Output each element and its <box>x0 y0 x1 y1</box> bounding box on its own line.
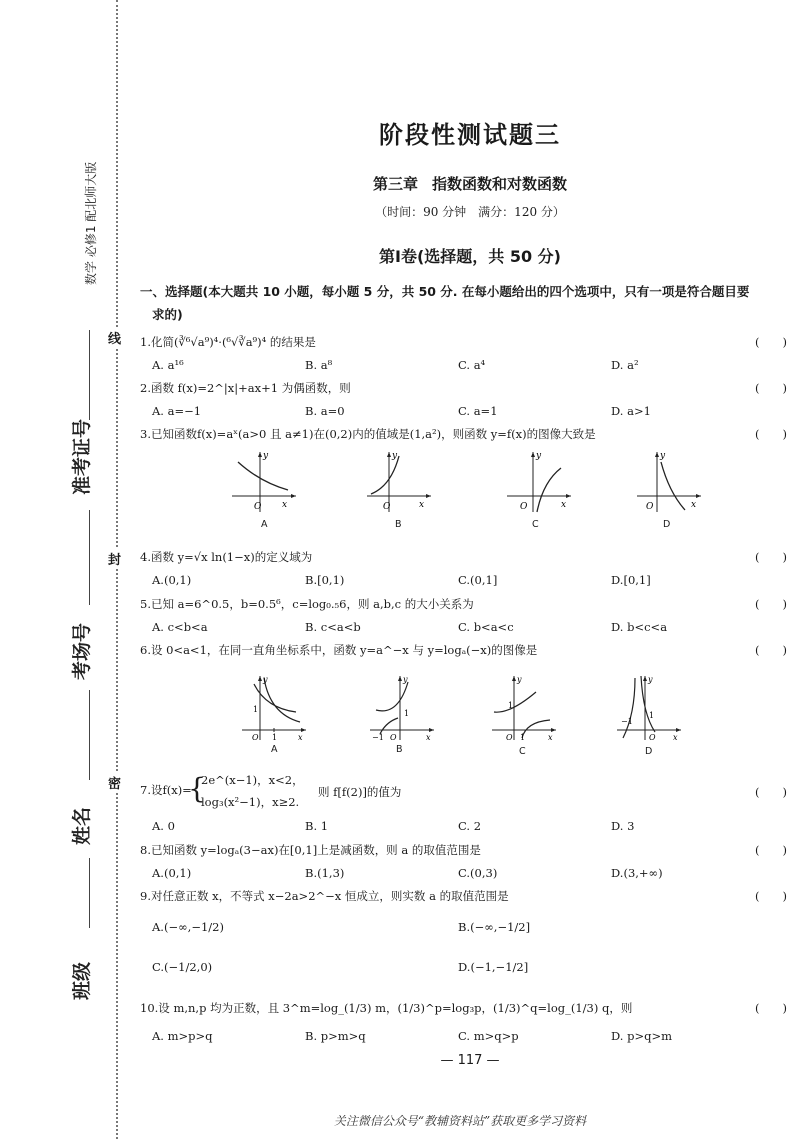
q3-graph-b <box>365 448 435 514</box>
option-5-b: B. c<a<b <box>305 620 361 634</box>
answer-paren: ( ) <box>755 785 787 799</box>
option-4-a: A.(0,1) <box>152 573 192 587</box>
q3-graph-label-d: D <box>663 519 671 530</box>
svg-text:y: y <box>536 451 542 461</box>
svg-text:O: O <box>252 733 259 742</box>
question-6-stem: 6.设 0<a<1，在同一直角坐标系中，函数 y=a^−x 与 y=logₐ(−x)的图像是 <box>140 643 538 657</box>
seal-line: 线 <box>108 327 121 348</box>
option-2-d: D. a>1 <box>611 404 651 418</box>
seal-seal: 封 <box>108 548 121 569</box>
option-7-d: D. 3 <box>611 819 635 833</box>
q3-graph-label-a: A <box>261 519 268 530</box>
option-4-c: C.(0,1] <box>458 573 498 587</box>
svg-text:1: 1 <box>404 709 410 718</box>
option-9-a: A.(−∞,−1/2) <box>152 920 224 934</box>
side-field-exam-id: 准考证号 <box>71 418 93 495</box>
svg-text:x: x <box>561 500 567 510</box>
option-10-d: D. p>q>m <box>611 1029 673 1043</box>
page-title: 阶段性测试题三 <box>379 121 561 149</box>
question-7-case1: 2e^(x−1)，x<2， <box>201 773 304 787</box>
q3-graph-d <box>635 448 705 514</box>
binding-dotted-line <box>116 0 118 1139</box>
option-8-a: A.(0,1) <box>152 866 192 880</box>
option-10-c: C. m>q>p <box>458 1029 519 1043</box>
q6-graph-label-a: A <box>271 744 278 755</box>
question-7-suffix: 则 f[f(2)]的值为 <box>318 785 402 799</box>
volume-heading: 第Ⅰ卷(选择题，共 50 分) <box>379 247 561 266</box>
q6-graph-label-b: B <box>396 744 403 755</box>
chapter-heading <box>140 173 800 194</box>
q6-graph-a <box>240 672 310 742</box>
question-5-stem: 5.已知 a=6^0.5，b=0.5⁶，c=log₀.₅6，则 a,b,c 的大小关系为 <box>140 597 474 611</box>
option-10-a: A. m>p>q <box>152 1029 213 1043</box>
side-field-name: 姓名 <box>71 806 93 845</box>
time-info: （时间：90 分钟 满分：120 分） <box>375 205 565 219</box>
option-9-d: D.(−1,−1/2] <box>458 960 529 974</box>
option-4-b: B.[0,1) <box>305 573 345 587</box>
svg-text:y: y <box>263 675 268 684</box>
question-1-stem: 1.化简(∛⁶√a⁹)⁴·(⁶√∛a⁹)⁴ 的结果是 <box>140 335 316 349</box>
svg-text:y: y <box>660 451 666 461</box>
svg-text:y: y <box>392 451 398 461</box>
svg-text:y: y <box>403 675 408 684</box>
question-7-stem <box>140 782 192 798</box>
option-5-d: D. b<c<a <box>611 620 668 634</box>
answer-paren: ( ) <box>755 335 787 349</box>
answer-paren: ( ) <box>755 550 787 564</box>
q3-graph-label-c: C <box>532 519 539 530</box>
svg-text:1: 1 <box>272 733 278 742</box>
option-7-c: C. 2 <box>458 819 482 833</box>
svg-text:x: x <box>298 733 303 742</box>
option-8-d: D.(3,+∞) <box>611 866 663 880</box>
answer-paren: ( ) <box>755 597 787 611</box>
question-3-stem: 3.已知函数f(x)=aˣ(a>0 且 a≠1)在(0,2)内的值域是(1,a²)，则函数 y=f(x)的图像大致是 <box>140 427 596 441</box>
side-underline <box>89 858 90 928</box>
answer-paren: ( ) <box>755 843 787 857</box>
answer-paren: ( ) <box>755 1001 787 1015</box>
svg-text:1: 1 <box>253 705 259 714</box>
svg-text:O: O <box>383 502 391 512</box>
q6-graph-label-c: C <box>519 746 526 757</box>
answer-paren: ( ) <box>755 427 787 441</box>
footer-note: 关注微信公众号“教辅资料站”获取更多学习资料 <box>333 1114 587 1128</box>
option-5-a: A. c<b<a <box>152 620 208 634</box>
q3-graph-label-b: B <box>395 519 402 530</box>
option-2-c: C. a=1 <box>458 404 498 418</box>
section-heading-line1: 一、选择题(本大题共 10 小题，每小题 5 分，共 50 分. 在每小题给出的四个选项中，只有一项是符合题目要 <box>140 284 750 299</box>
question-9-stem: 9.对任意正数 x，不等式 x−2a>2^−x 恒成立，则实数 a 的取值范围是 <box>140 889 509 903</box>
svg-text:x: x <box>548 733 553 742</box>
section-heading <box>140 280 795 326</box>
svg-text:O: O <box>646 502 654 512</box>
svg-text:O: O <box>254 502 262 512</box>
seal-secret: 密 <box>108 772 121 793</box>
q6-graph-label-d: D <box>645 746 653 757</box>
chapter-number: 第三章 <box>372 175 418 193</box>
option-1-b: B. a⁸ <box>305 358 333 372</box>
svg-text:y: y <box>648 675 653 684</box>
option-10-b: B. p>m>q <box>305 1029 366 1043</box>
answer-paren: ( ) <box>755 643 787 657</box>
question-8-stem: 8.已知函数 y=logₐ(3−ax)在[0,1]上是减函数，则 a 的取值范围是 <box>140 843 481 857</box>
option-2-a: A. a=−1 <box>152 404 202 418</box>
svg-text:y: y <box>517 675 522 684</box>
answer-paren: ( ) <box>755 889 787 903</box>
svg-text:1: 1 <box>649 711 655 720</box>
side-underline <box>89 330 90 420</box>
option-4-d: D.[0,1] <box>611 573 651 587</box>
question-10-stem: 10.设 m,n,p 均为正数，且 3^m=log_(1/3) m，(1/3)^p=log₃p，(1/3)^q=log_(1/3) q，则 <box>140 1001 633 1015</box>
answer-paren: ( ) <box>755 381 787 395</box>
side-field-exam-room: 考场号 <box>71 622 93 680</box>
option-8-c: C.(0,3) <box>458 866 498 880</box>
option-1-d: D. a² <box>611 358 639 372</box>
option-9-b: B.(−∞,−1/2] <box>458 920 531 934</box>
question-7-prefix: 7.设f(x)= <box>140 783 192 797</box>
svg-text:y: y <box>263 451 269 461</box>
option-5-c: C. b<a<c <box>458 620 514 634</box>
svg-text:x: x <box>426 733 431 742</box>
chapter-name: 指数函数和对数函数 <box>432 175 568 193</box>
svg-text:x: x <box>282 500 288 510</box>
page-number: — 117 — <box>440 1053 500 1068</box>
svg-text:x: x <box>419 500 425 510</box>
option-2-b: B. a=0 <box>305 404 345 418</box>
question-7-case2: log₃(x²−1)，x≥2. <box>201 795 300 809</box>
svg-text:O: O <box>520 502 528 512</box>
svg-text:−1: −1 <box>621 717 633 726</box>
q3-graph-a <box>230 448 300 514</box>
question-2-stem: 2.函数 f(x)=2^|x|+ax+1 为偶函数，则 <box>140 381 351 395</box>
option-8-b: B.(1,3) <box>305 866 345 880</box>
svg-text:−1: −1 <box>372 733 384 742</box>
option-1-c: C. a⁴ <box>458 358 486 372</box>
side-underline <box>89 690 90 780</box>
side-field-class: 班级 <box>71 961 93 1000</box>
svg-text:x: x <box>691 500 697 510</box>
svg-text:O: O <box>649 733 656 742</box>
section-heading-line2: 求的) <box>152 307 183 322</box>
svg-text:1: 1 <box>520 733 526 742</box>
option-7-a: A. 0 <box>152 819 175 833</box>
q3-graph-c <box>505 448 575 514</box>
binding-edition-text: 数学 必修1 配北师大版 <box>84 161 98 285</box>
q6-graph-d <box>615 672 685 742</box>
svg-text:O: O <box>390 733 397 742</box>
side-underline <box>89 510 90 605</box>
svg-text:O: O <box>506 733 513 742</box>
svg-text:x: x <box>673 733 678 742</box>
option-7-b: B. 1 <box>305 819 329 833</box>
option-9-c: C.(−1/2,0) <box>152 960 213 974</box>
option-1-a: A. a¹⁶ <box>152 358 184 372</box>
svg-text:1: 1 <box>508 701 514 710</box>
question-4-stem: 4.函数 y=√x ln(1−x)的定义域为 <box>140 550 313 564</box>
q6-graph-c <box>490 672 560 742</box>
piecewise-brace: { <box>188 772 206 805</box>
q6-graph-b <box>368 672 438 742</box>
